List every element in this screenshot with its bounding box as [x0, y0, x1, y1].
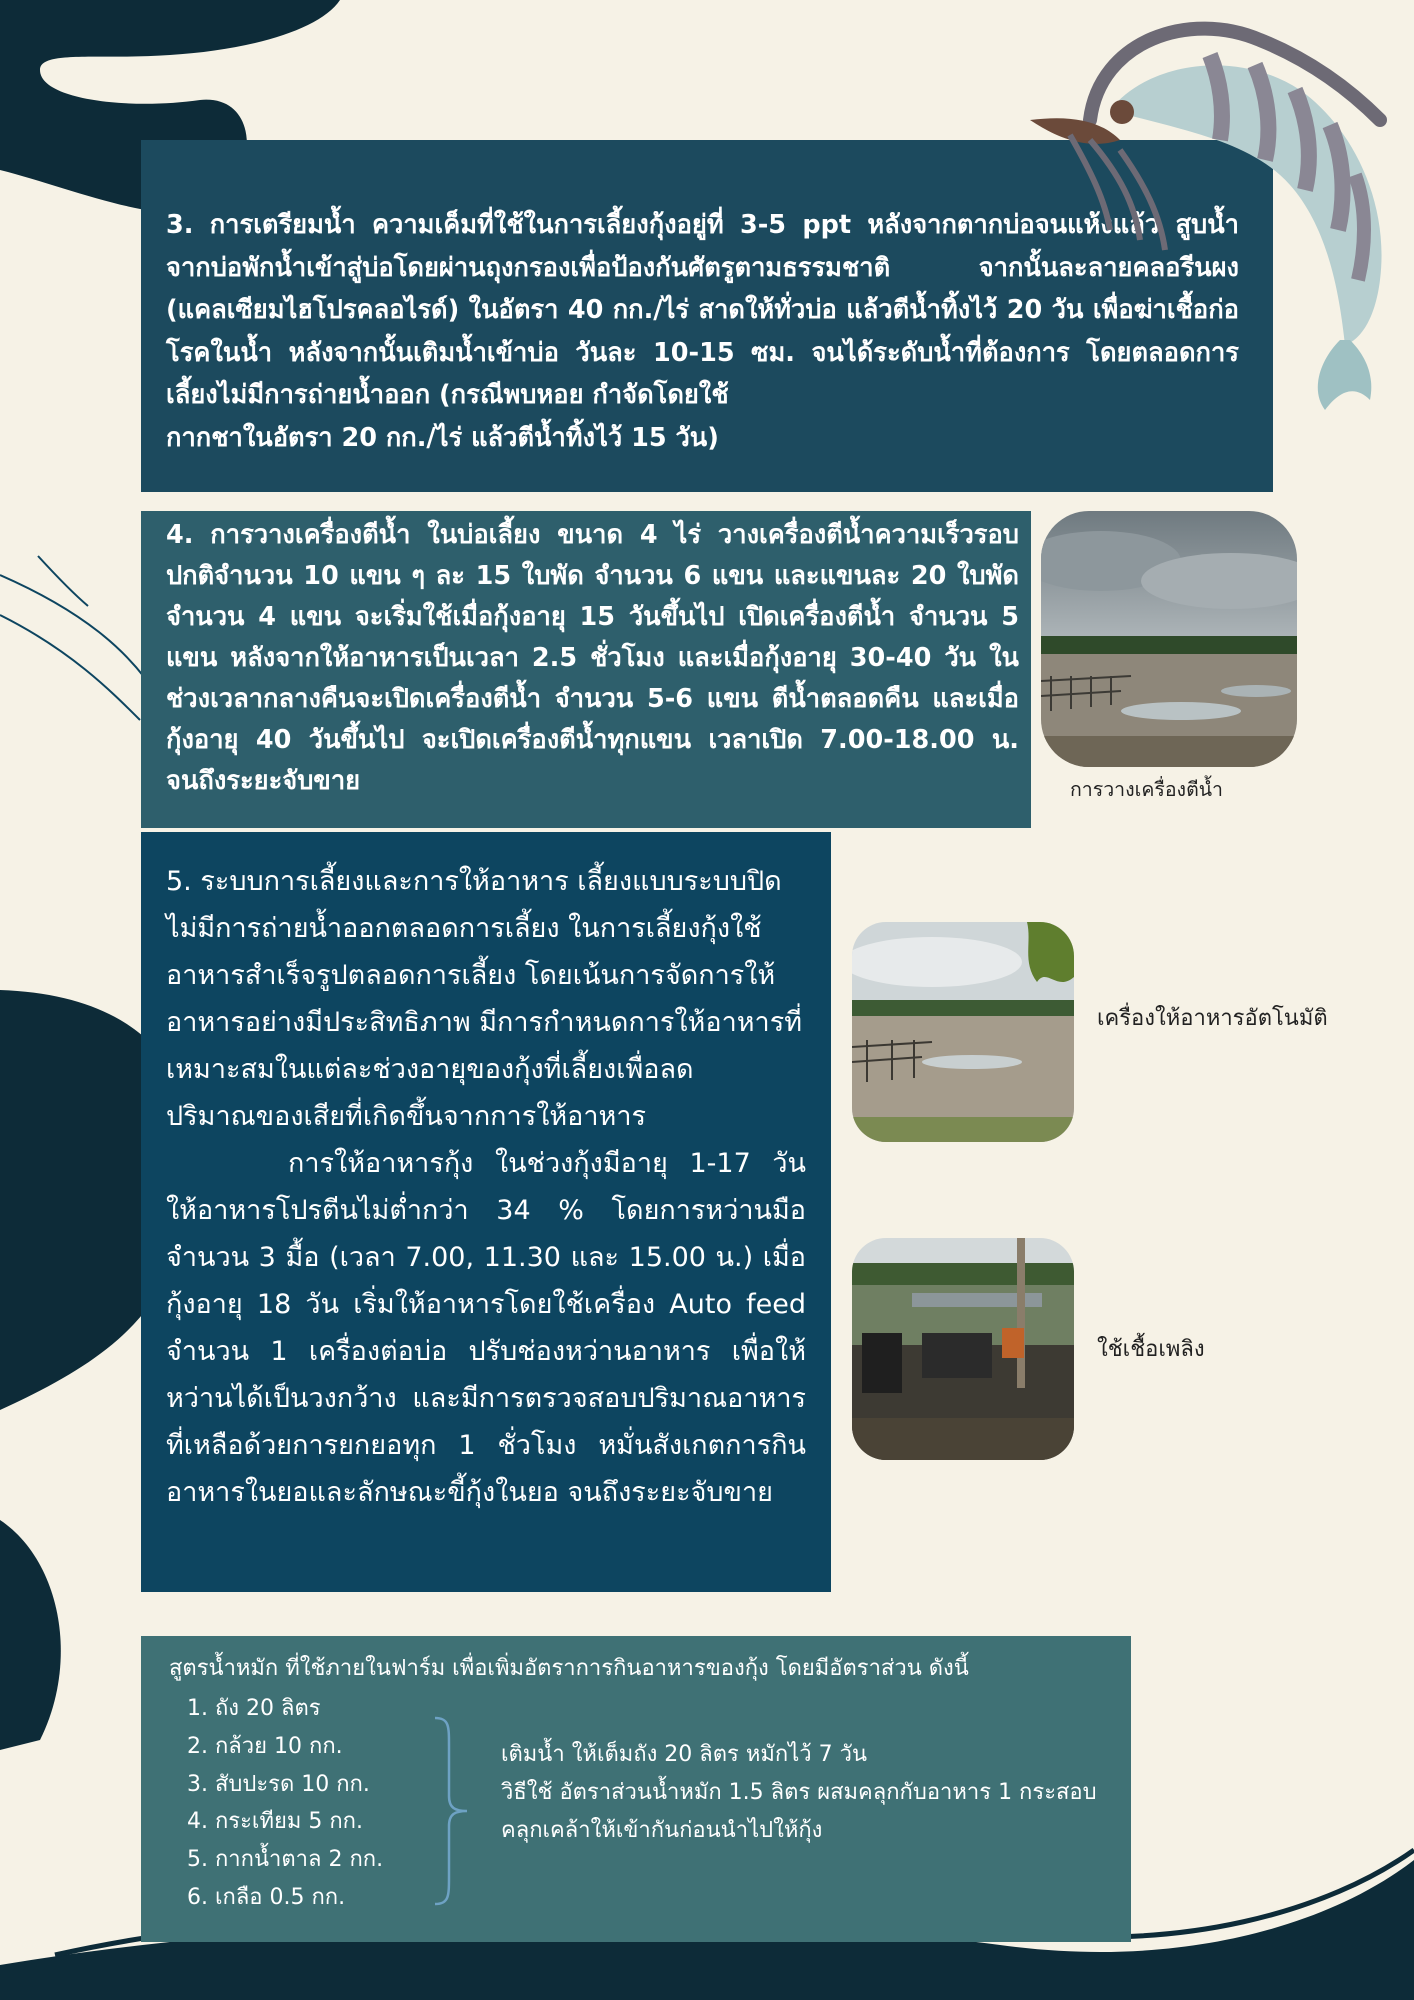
section-3-text: 3. การเตรียมน้ำ ความเค็มที่ใช้ในการเลี้ยงกุ้งอยู่ที่ 3-5 ppt หลังจากตากบ่อจนแห้งแล้ว สูบน้ำจากบ่อพักน้ำเข้าสู่บ่อโดยผ่านถุงกรองเพื่อป้องกันศัตรูตามธรรมชาติ จากนั้นละลายคลอรีนผง (แคลเซียมไฮโปรคลอไรด์) ในอัตรา 40 กก./ไร่ สาดให้ทั่วบ่อ แล้วตีน้ำทิ้งไว้ 20 วัน เพื่อฆ่าเชื้อก่อโรคในน้ำ หลังจากนั้นเติมน้ำเข้าบ่อ วันละ 10-15 ซม. จนได้ระดับน้ำที่ต้องการ โดยตลอดการเลี้ยงไม่มีการถ่ายน้ำออก (กรณีพบหอย กำจัดโดยใช้ กากชาในอัตรา 20 กก./ไร่ แล้วตีน้ำทิ้งไว้ 15 วัน) [166, 210, 1239, 453]
fuel-engine-photo [852, 1238, 1074, 1460]
section-5-paragraph-1: 5. ระบบการเลี้ยงและการให้อาหาร เลี้ยงแบบระบบปิด ไม่มีการถ่ายน้ำออกตลอดการเลี้ยง ในการเลี้ยงกุ้งใช้ อาหารสำเร็จรูปตลอดการเลี้ยง โดยเน้นการจัดการให้ อาหารอย่างมีประสิทธิภาพ มีการกำหนดการให้อาหารที่ เหมาะสมในแต่ละช่วงอายุของกุ้งที่เลี้ยงเพื่อลด ปริมาณของเสียที่เกิดขึ้นจากการให้อาหาร [166, 866, 802, 1132]
formula-step-3: คลุกเคล้าให้เข้ากันก่อนนำไปให้กุ้ง [501, 1818, 823, 1843]
aerator-photo-caption: การวางเครื่องตีน้ำ [1070, 778, 1224, 801]
ingredient-item: 4. กระเทียม 5 กก. [187, 1809, 363, 1835]
section-4-text: 4. การวางเครื่องตีน้ำ ในบ่อเลี้ยง ขนาด 4 ไร่ วางเครื่องตีน้ำความเร็วรอบปกติจำนวน 10 แขน ๆ ละ 15 ใบพัด จำนวน 6 แขน และแขนละ 20 ใบพัด จำนวน 4 แขน จะเริ่มใช้เมื่อกุ้งอายุ 15 วันขึ้นไป เปิดเครื่องตีน้ำ จำนวน 5 แขน หลังจากให้อาหารเป็นเวลา 2.5 ชั่วโมง และเมื่อกุ้งอายุ 30-40 วัน ในช่วงเวลากลางคืนจะเปิดเครื่องตีน้ำ จำนวน 5-6 แขน ตีน้ำตลอดคืน และเมื่อกุ้งอายุ 40 วันขึ้นไป จะเปิดเครื่องตีน้ำทุกแขน เวลาเปิด 7.00-18.00 น. จนถึงระยะจับขาย [166, 520, 1019, 796]
section-6-fermented-formula [141, 1636, 1131, 1942]
section-5-feeding-system [141, 832, 831, 1592]
ingredient-item: 6. เกลือ 0.5 กก. [187, 1884, 346, 1910]
curve-line-2 [0, 615, 140, 720]
formula-title: สูตรน้ำหมัก ที่ใช้ภายในฟาร์ม เพื่อเพิ่มอัตราการกินอาหารของกุ้ง โดยมีอัตราส่วน ดังนี้ [169, 1656, 969, 1681]
shrimp-icon [1010, 0, 1414, 420]
brace-icon [431, 1716, 471, 1906]
wave-left-lower [0, 1520, 61, 1750]
ingredient-item: 3. สับปะรด 10 กก. [187, 1771, 370, 1797]
auto-feeder-photo [852, 922, 1074, 1142]
ingredient-item: 1. ถัง 20 ลิตร [187, 1696, 321, 1721]
auto-feeder-caption: เครื่องให้อาหารอัตโนมัติ [1097, 1006, 1328, 1031]
section-4-aerator-placement [141, 511, 1031, 828]
ingredient-item: 2. กล้วย 10 กก. [187, 1733, 343, 1759]
curve-line-3 [38, 556, 88, 606]
formula-step-1: เติมน้ำ ให้เต็มถัง 20 ลิตร หมักไว้ 7 วัน [501, 1742, 867, 1767]
section-5-paragraph-2: การให้อาหารกุ้ง ในช่วงกุ้งมีอายุ 1-17 วัน ให้อาหารโปรตีนไม่ต่ำกว่า 34 % โดยการหว่านมือ จำนวน 3 มื้อ (เวลา 7.00, 11.30 และ 15.00 น.) เมื่อกุ้งอายุ 18 วัน เริ่มให้อาหารโดยใช้เครื่อง Auto feed จำนวน 1 เครื่องต่อบ่อ ปรับช่องหว่านอาหาร เพื่อให้หว่านได้เป็นวงกว้าง และมีการตรวจสอบปริมาณอาหารที่เหลือด้วยการยกยอทุก 1 ชั่วโมง หมั่นสังเกตการกินอาหารในยอและลักษณะขี้กุ้งในยอ จนถึงระยะจับขาย [166, 1148, 806, 1508]
fuel-engine-caption: ใช้เชื้อเพลิง [1097, 1337, 1205, 1362]
ingredient-item: 5. กากน้ำตาล 2 กก. [187, 1847, 384, 1873]
formula-step-2: วิธีใช้ อัตราส่วนน้ำหมัก 1.5 ลิตร ผสมคลุกกับอาหาร 1 กระสอบ [501, 1780, 1097, 1805]
aerator-photo [1041, 511, 1297, 767]
formula-steps [501, 1736, 1097, 1850]
curve-line-1 [0, 575, 160, 700]
